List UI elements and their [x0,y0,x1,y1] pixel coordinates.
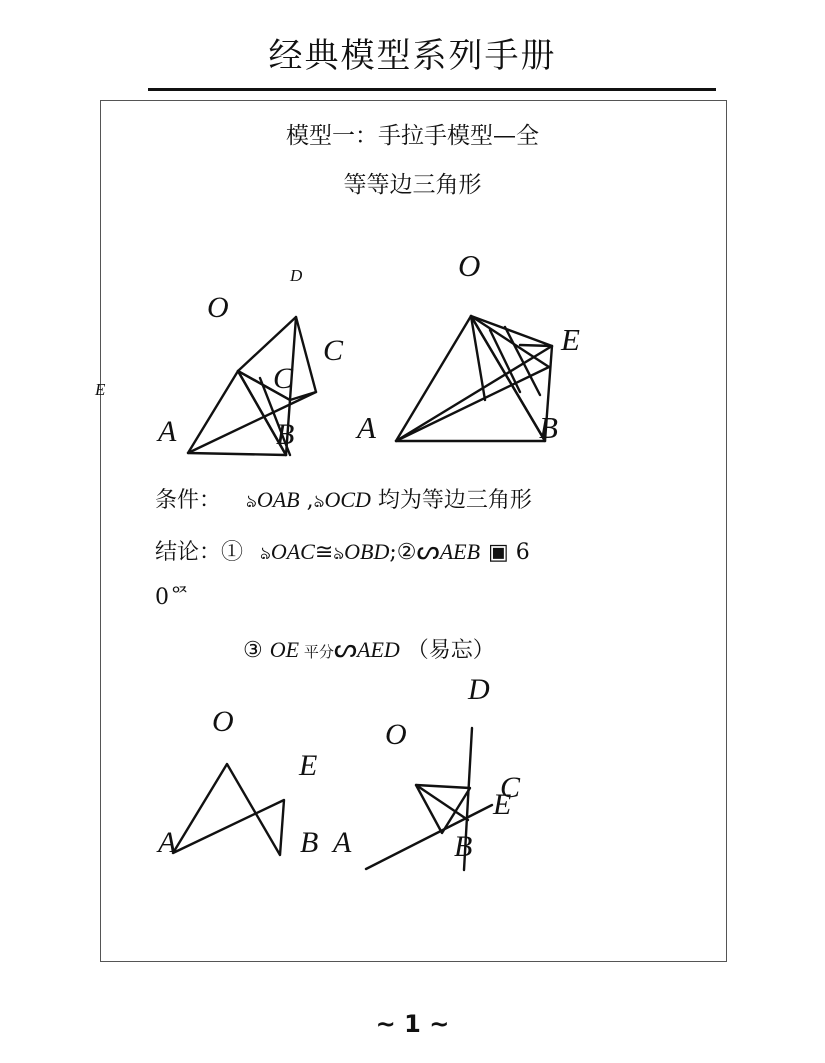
box-symbol: ▣ [488,540,509,565]
separator: , [299,488,314,513]
figure-1-label-E: E [95,380,106,399]
figure-1-label-C: C [323,334,344,367]
angle-symbol: ᔕ [333,634,358,664]
conclusion-item-3 [243,633,495,664]
figure-4-label-A: A [333,826,352,859]
figure-4-label-B: B [454,830,473,863]
segment-OE: OE [269,637,300,662]
easy-to-forget-note: （易忘） [399,638,495,663]
figure-3-label-A: A [158,826,177,859]
figure-2-label-E: E [561,322,580,357]
conclusion-label: 结论：① [155,540,244,565]
figure-2-diagram [396,316,552,441]
figure-1-label-D: D [290,266,303,285]
figure-4-label-E: E [493,788,512,821]
figure-4-label-O: O [385,718,407,751]
figure-1-label-C-inner: C [273,362,294,395]
congruent-symbol: ≅ [314,540,334,565]
figure-3-diagram [173,764,284,855]
triangle-OAC: OAC [270,539,315,564]
triangle-OBD: OBD [344,539,390,564]
condition-label: 条件： [155,488,222,513]
conclusion-line-2: 0ᅈ [155,585,191,610]
triangle-symbol: ঌ [313,491,325,512]
figure-3-label-E: E [299,749,318,782]
figure-4-label-C: C [500,771,521,804]
angle-symbol: ᔕ [416,536,440,566]
model-title-line2: 等等边三角形 [343,172,482,198]
angle-AED: AED [357,637,400,662]
model-title-line1: 模型一：手拉手模型—全 [286,123,539,149]
document-title: 经典模型系列手册 [268,36,557,76]
figure-1-label-A: A [158,415,177,448]
separator: ;② [389,540,417,565]
condition-line [155,483,532,518]
triangle-OCD: OCD [324,487,371,512]
figure-2-label-A: A [357,410,376,445]
figure-2-label-O: O [458,248,481,283]
triangle-symbol: ঌ [246,491,257,512]
figure-3-label-B: B [300,826,319,859]
figure-4-label-D: D [468,673,490,706]
page-number: ~ 1 ~ [375,1010,450,1038]
triangle-symbol: ঌ [333,543,345,564]
condition-text: 均为等边三角形 [370,488,532,513]
figure-3-label-O: O [212,705,234,738]
figure-2-label-B: B [539,410,558,445]
item-3-marker: ③ [243,638,270,663]
figure-1-label-O: O [207,291,229,324]
triangle-symbol: ঌ [260,543,271,564]
conclusion-line-1 [155,535,530,570]
bisect-text: 平分 [299,643,334,661]
conclusion-tail: 6 [508,540,530,565]
figure-1-label-B: B [276,418,295,451]
figure-1-diagram [188,317,316,455]
triangle-OAB: OAB [256,487,300,512]
angle-AEB: AEB [439,539,481,564]
